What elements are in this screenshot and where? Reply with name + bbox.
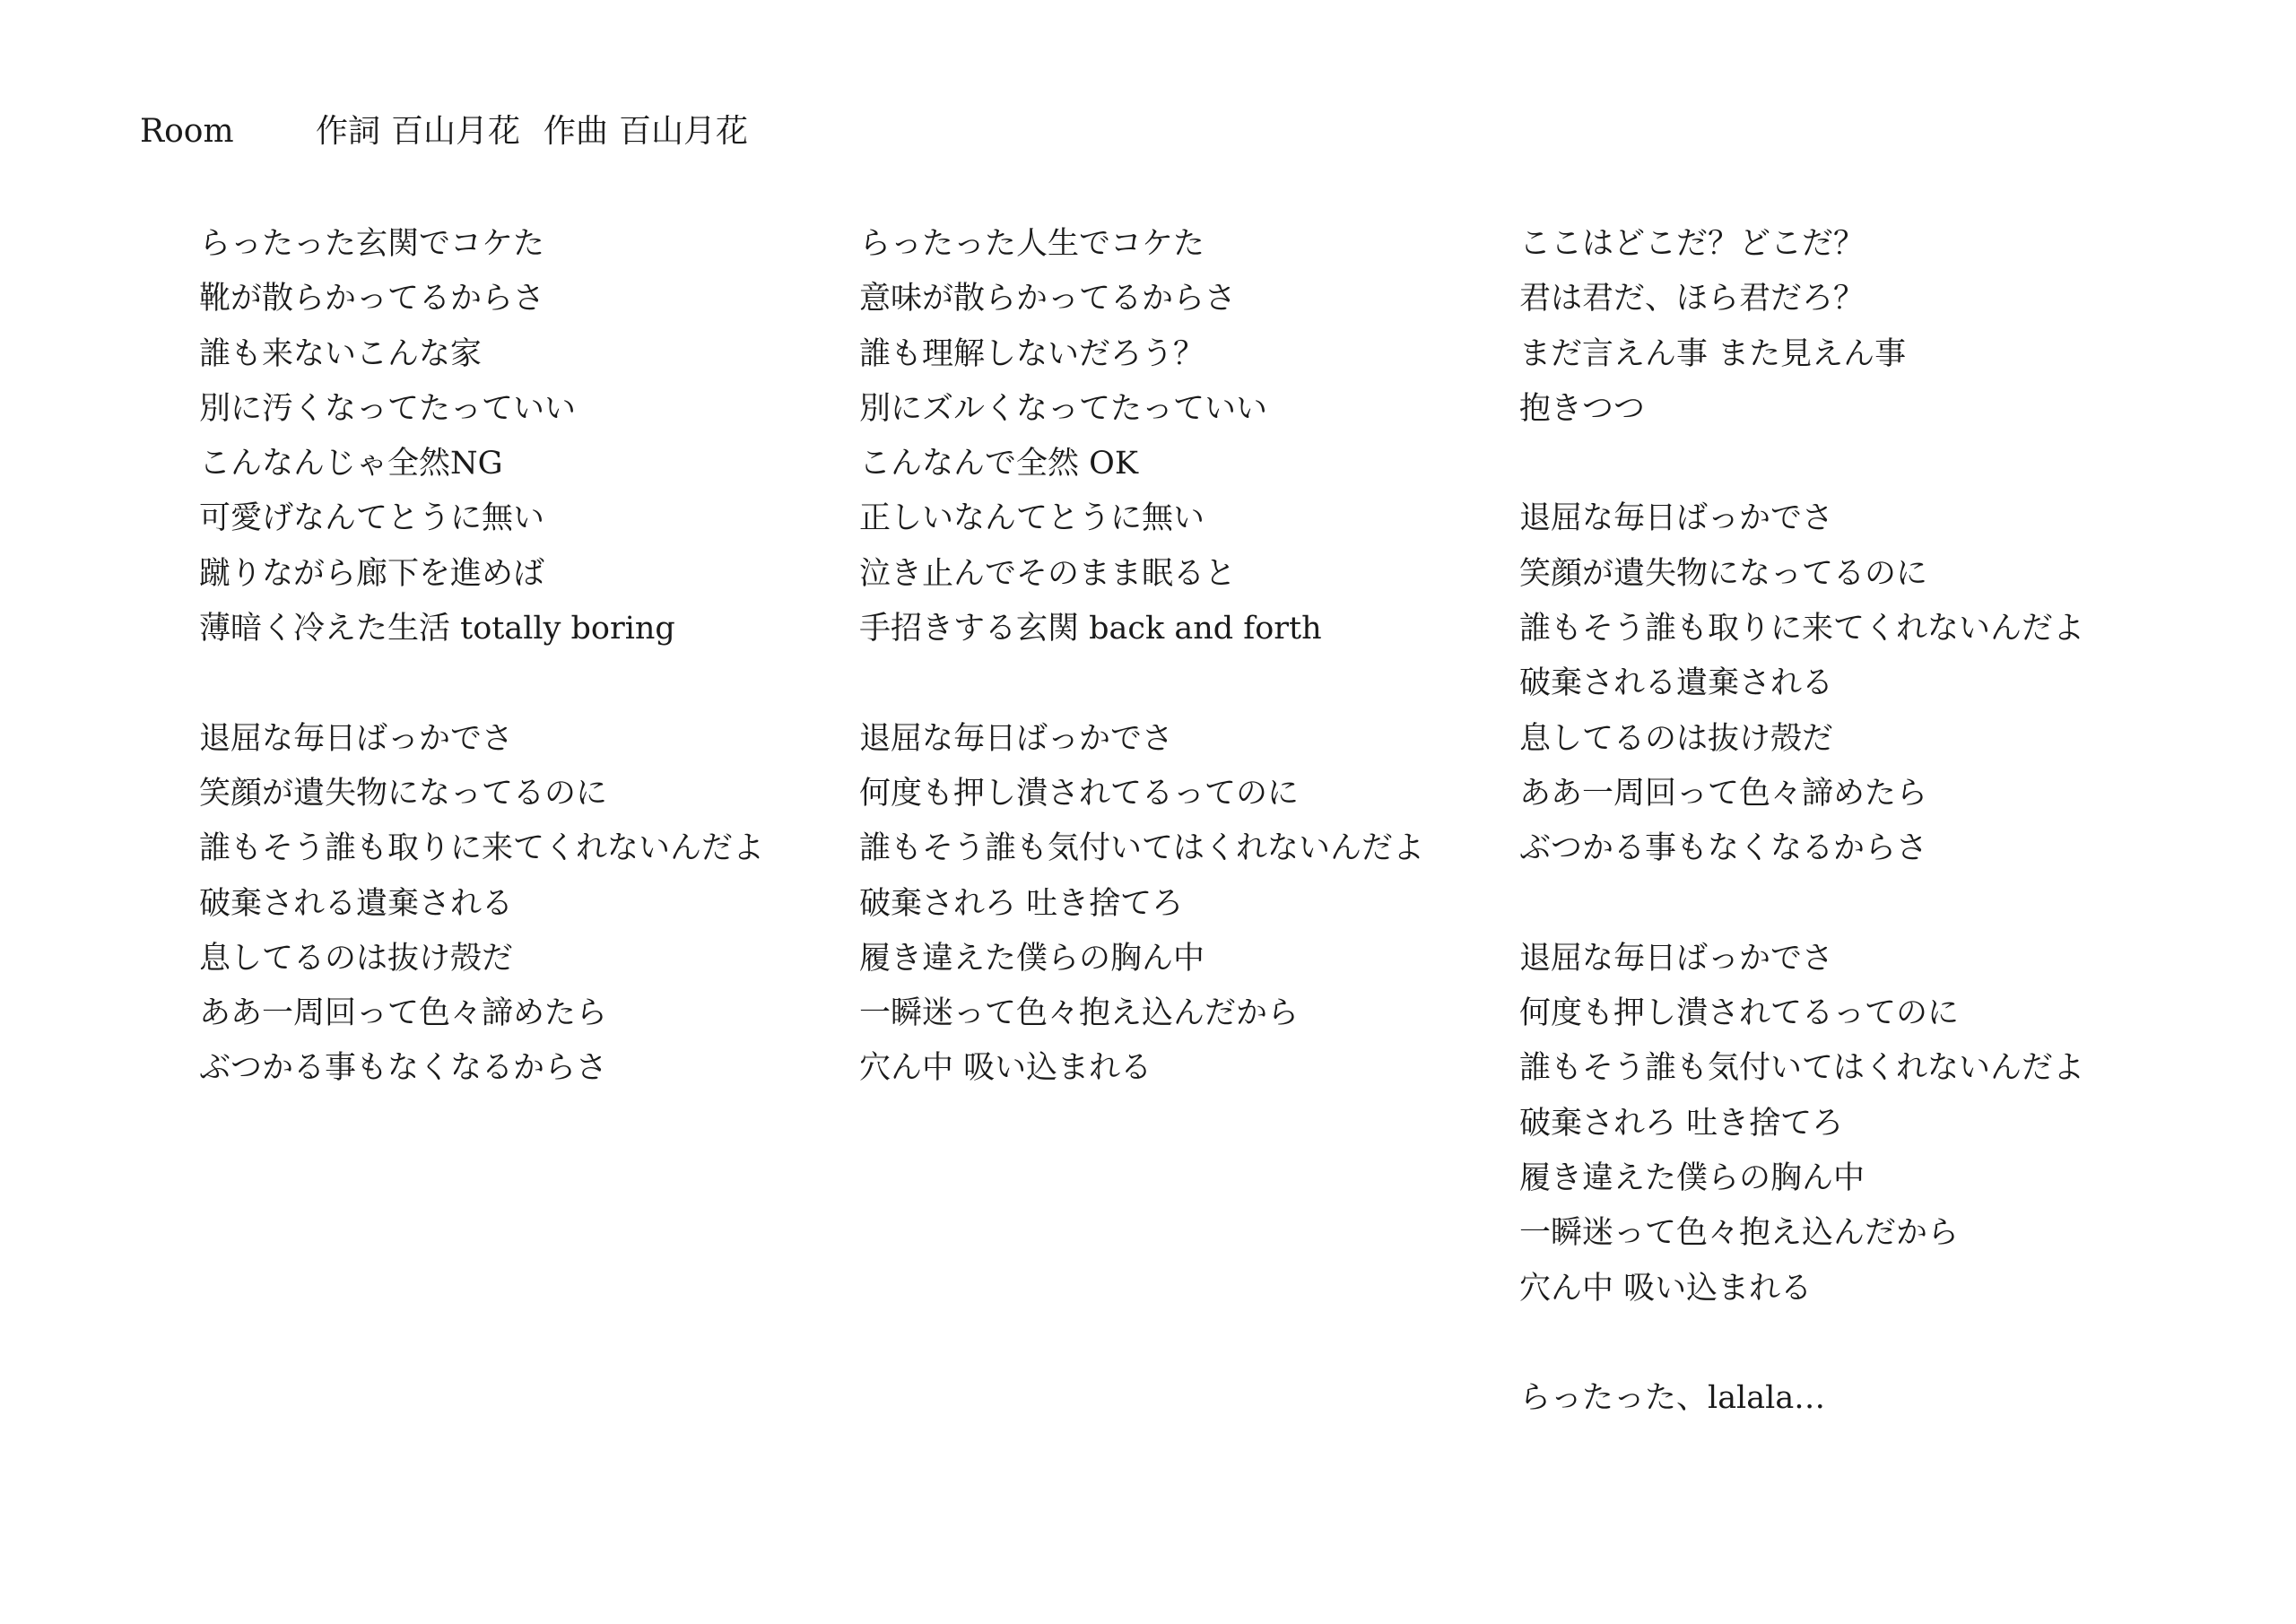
lyric-line: 誰も理解しないだろう？ — [859, 335, 1205, 372]
lyric-line: 退屈な毎日ばっかでさ — [199, 720, 514, 757]
lyric-line: 退屈な毎日ばっかでさ — [1519, 940, 1834, 977]
lyric-line: まだ言えん事 また見えん事 — [1519, 335, 1907, 372]
lyricist-name: 百山月花 — [391, 113, 521, 150]
lyric-line: らったった玄関でコケた — [199, 226, 545, 262]
lyric-line: 誰もそう誰も気付いてはくれないんだよ — [1519, 1050, 2085, 1087]
lyric-line: ああ一周回って色々諦めたら — [1519, 775, 1928, 812]
lyric-line: ああ一周回って色々諦めたら — [199, 995, 608, 1032]
lyric-line: 破棄される遺棄される — [1519, 665, 1834, 702]
lyric-line: ぶつかる事もなくなるからさ — [199, 1050, 608, 1087]
lyric-line: らったった、lalala… — [1519, 1380, 1826, 1417]
lyrics-credit-label: 作詞 — [316, 113, 381, 150]
lyric-line: 穴ん中 吸い込まれる — [859, 1050, 1152, 1087]
lyric-line: らったった人生でコケた — [859, 226, 1205, 262]
lyric-line: 可愛げなんてとうに無い — [199, 500, 545, 537]
stanza-break — [199, 656, 764, 711]
song-title: Room — [140, 113, 234, 150]
stanza-break — [1519, 1316, 2084, 1371]
lyric-line: 誰もそう誰も取りに来てくれないんだよ — [199, 830, 765, 867]
lyric-line: 別にズルくなってたっていい — [859, 390, 1268, 427]
lyric-line: 別に汚くなってたっていい — [199, 390, 577, 427]
lyric-line: こんなんじゃ全然NG — [199, 446, 503, 482]
lyric-line: 手招きする玄関 back and forth — [859, 611, 1322, 647]
lyric-line: 破棄されろ 吐き捨てろ — [1519, 1105, 1844, 1142]
lyric-line: 息してるのは抜け殻だ — [1519, 720, 1834, 757]
stanza-break — [1519, 877, 2084, 932]
lyric-line: 正しいなんてとうに無い — [859, 500, 1205, 537]
lyric-line: 薄暗く冷えた生活 totally boring — [199, 611, 675, 647]
lyric-line: 破棄される遺棄される — [199, 885, 514, 922]
stanza-break — [1519, 437, 2084, 491]
lyric-line: 泣き止んでそのまま眠ると — [859, 555, 1237, 592]
lyric-line: 何度も押し潰されてるってのに — [859, 775, 1300, 812]
lyric-line: 靴が散らかってるからさ — [199, 281, 545, 317]
lyric-line: ぶつかる事もなくなるからさ — [1519, 830, 1928, 867]
lyric-line: 笑顔が遺失物になってるのに — [199, 775, 608, 812]
lyric-line: 笑顔が遺失物になってるのに — [1519, 555, 1928, 592]
lyric-line: 誰もそう誰も気付いてはくれないんだよ — [859, 830, 1425, 867]
lyric-line: ここはどこだ？どこだ？ — [1519, 226, 1866, 262]
stanza-break — [859, 656, 1424, 711]
lyric-line: こんなんで全然 OK — [859, 446, 1138, 482]
lyric-line: 誰もそう誰も取りに来てくれないんだよ — [1519, 611, 2085, 647]
lyric-line: 一瞬迷って色々抱え込んだから — [859, 995, 1300, 1032]
lyric-line: 君は君だ、ほら君だろ？ — [1519, 281, 1866, 317]
composer-name: 百山月花 — [619, 113, 749, 150]
lyric-line: 意味が散らかってるからさ — [859, 281, 1237, 317]
lyric-line: 履き違えた僕らの胸ん中 — [1519, 1160, 1866, 1197]
lyric-line: 破棄されろ 吐き捨てろ — [859, 885, 1184, 922]
lyric-line: 穴ん中 吸い込まれる — [1519, 1270, 1813, 1307]
lyric-line: 蹴りながら廊下を進めば — [199, 555, 545, 592]
lyric-line: 誰も来ないこんな家 — [199, 335, 483, 372]
music-credit-label: 作曲 — [544, 113, 609, 150]
lyrics-column-2 — [859, 217, 1424, 1097]
lyric-line: 履き違えた僕らの胸ん中 — [859, 940, 1205, 977]
lyrics-column-3 — [1519, 217, 2084, 1427]
lyrics-column-1 — [199, 217, 764, 1097]
lyric-line: 息してるのは抜け殻だ — [199, 940, 514, 977]
song-header — [140, 108, 771, 156]
lyric-line: 一瞬迷って色々抱え込んだから — [1519, 1215, 1960, 1252]
lyric-line: 退屈な毎日ばっかでさ — [1519, 500, 1834, 537]
lyric-line: 退屈な毎日ばっかでさ — [859, 720, 1174, 757]
lyric-line: 抱きつつ — [1519, 390, 1646, 427]
lyric-line: 何度も押し潰されてるってのに — [1519, 995, 1960, 1032]
